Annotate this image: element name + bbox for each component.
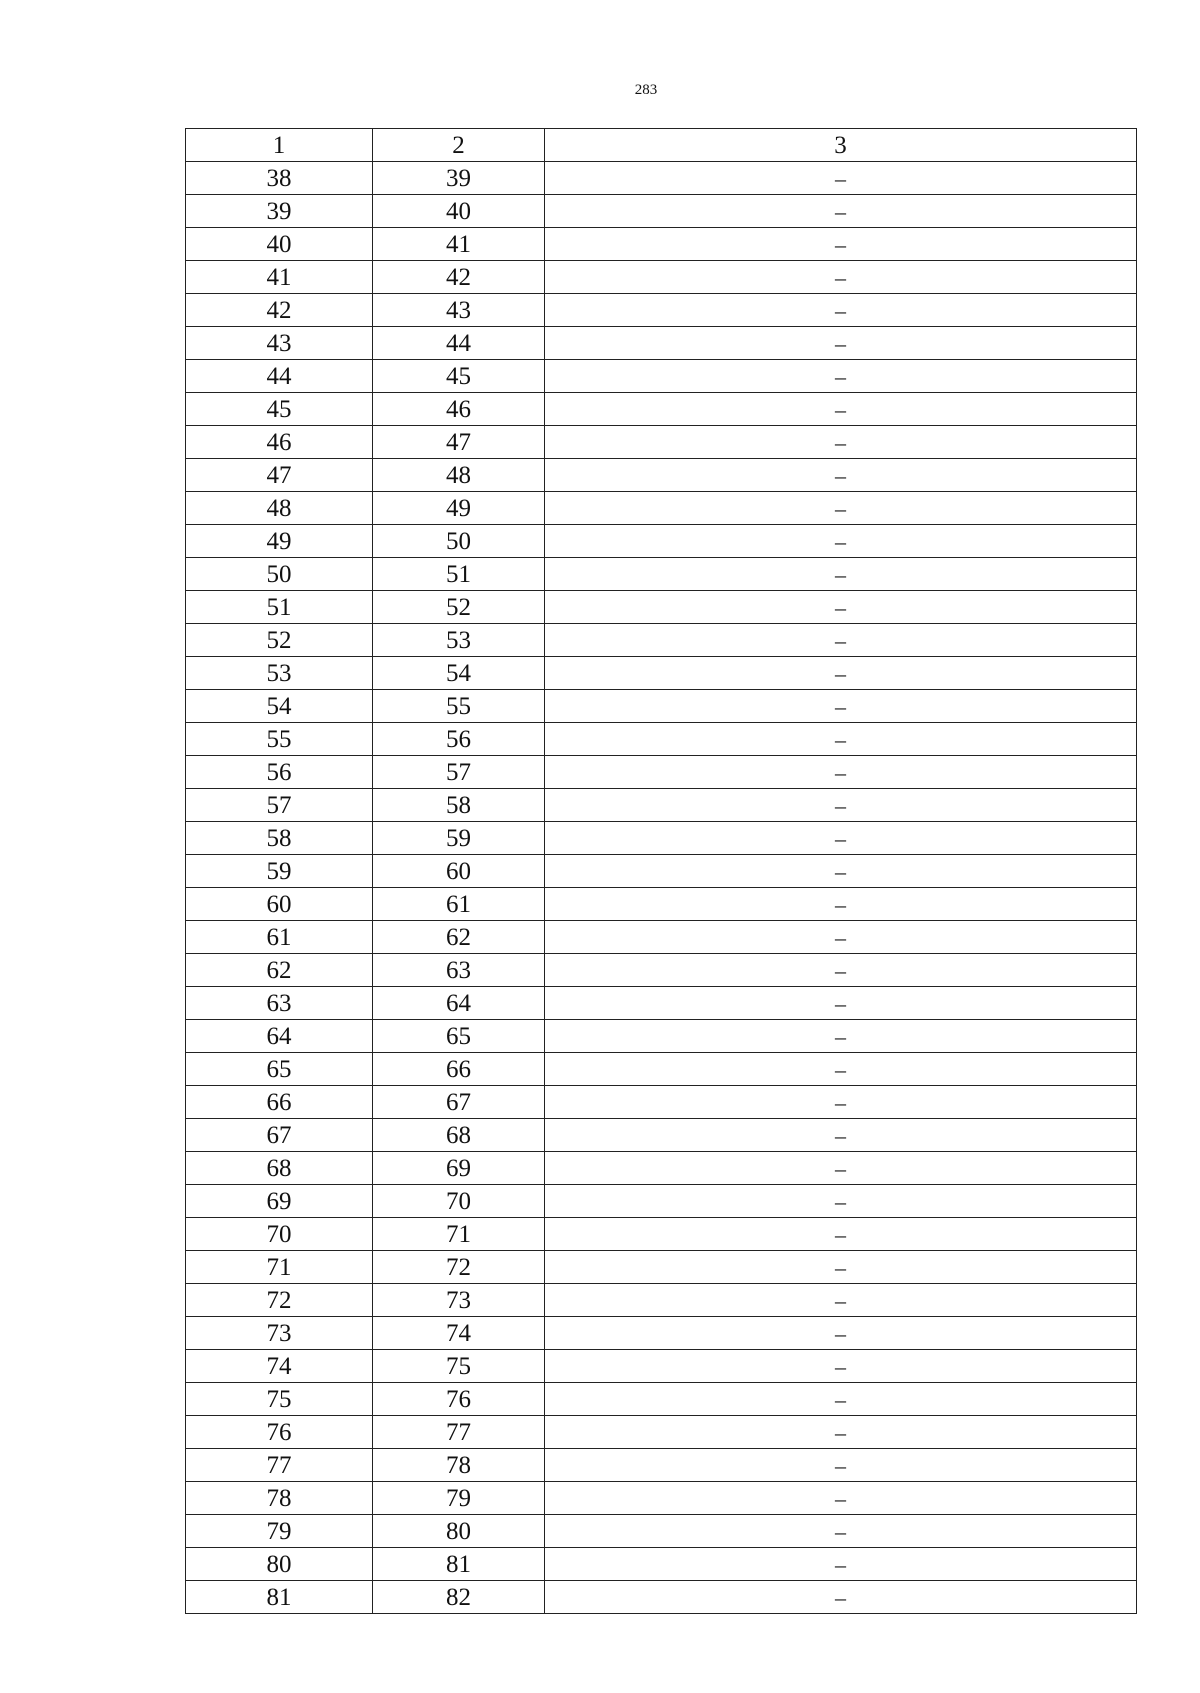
table-cell-col-1: 70 xyxy=(186,1218,373,1251)
table-row xyxy=(186,921,1137,954)
table-cell-col-2: 61 xyxy=(373,888,545,921)
table-cell-col-3: – xyxy=(545,822,1137,855)
table-cell-col-2: 58 xyxy=(373,789,545,822)
table-cell-col-3: – xyxy=(545,1449,1137,1482)
table-cell-col-2: 81 xyxy=(373,1548,545,1581)
table-cell-col-1: 59 xyxy=(186,855,373,888)
table-cell-col-3: – xyxy=(545,459,1137,492)
table-row xyxy=(186,1020,1137,1053)
table-cell-col-2: 72 xyxy=(373,1251,545,1284)
table-cell-col-2: 75 xyxy=(373,1350,545,1383)
table-cell-col-3: – xyxy=(545,888,1137,921)
table-row xyxy=(186,1284,1137,1317)
table-cell-col-2: 55 xyxy=(373,690,545,723)
table-cell-col-3: – xyxy=(545,360,1137,393)
column-header-3: 3 xyxy=(545,129,1137,162)
table-cell-col-1: 38 xyxy=(186,162,373,195)
table-cell-col-3: – xyxy=(545,921,1137,954)
column-header-1: 1 xyxy=(186,129,373,162)
table-row xyxy=(186,327,1137,360)
table-row xyxy=(186,1350,1137,1383)
table-cell-col-1: 67 xyxy=(186,1119,373,1152)
table-cell-col-3: – xyxy=(545,756,1137,789)
table-row xyxy=(186,195,1137,228)
table-cell-col-2: 54 xyxy=(373,657,545,690)
table-cell-col-1: 50 xyxy=(186,558,373,591)
table-row xyxy=(186,1581,1137,1614)
table-row xyxy=(186,1548,1137,1581)
table-cell-col-2: 56 xyxy=(373,723,545,756)
table-row xyxy=(186,1119,1137,1152)
table-cell-col-1: 57 xyxy=(186,789,373,822)
table-row xyxy=(186,360,1137,393)
table-cell-col-3: – xyxy=(545,954,1137,987)
table-body xyxy=(186,129,1137,1614)
table-row xyxy=(186,1383,1137,1416)
table-cell-col-2: 73 xyxy=(373,1284,545,1317)
table-cell-col-1: 48 xyxy=(186,492,373,525)
table-cell-col-1: 41 xyxy=(186,261,373,294)
table-cell-col-3: – xyxy=(545,492,1137,525)
table-cell-col-3: – xyxy=(545,657,1137,690)
table-cell-col-2: 70 xyxy=(373,1185,545,1218)
table-cell-col-2: 63 xyxy=(373,954,545,987)
table-row xyxy=(186,1317,1137,1350)
table-row xyxy=(186,756,1137,789)
table-cell-col-1: 39 xyxy=(186,195,373,228)
table-row xyxy=(186,624,1137,657)
table-row xyxy=(186,1086,1137,1119)
table-cell-col-2: 57 xyxy=(373,756,545,789)
table-cell-col-1: 71 xyxy=(186,1251,373,1284)
table-cell-col-1: 46 xyxy=(186,426,373,459)
table-cell-col-3: – xyxy=(545,327,1137,360)
table-cell-col-2: 78 xyxy=(373,1449,545,1482)
table-cell-col-1: 74 xyxy=(186,1350,373,1383)
table-cell-col-1: 68 xyxy=(186,1152,373,1185)
column-header-2: 2 xyxy=(373,129,545,162)
table-cell-col-2: 65 xyxy=(373,1020,545,1053)
table-row xyxy=(186,459,1137,492)
table-cell-col-1: 77 xyxy=(186,1449,373,1482)
table-cell-col-3: – xyxy=(545,393,1137,426)
table-cell-col-2: 69 xyxy=(373,1152,545,1185)
table-cell-col-2: 68 xyxy=(373,1119,545,1152)
table-row xyxy=(186,294,1137,327)
table-cell-col-3: – xyxy=(545,987,1137,1020)
table-cell-col-1: 81 xyxy=(186,1581,373,1614)
table-row xyxy=(186,591,1137,624)
table-cell-col-3: – xyxy=(545,1284,1137,1317)
table-row xyxy=(186,1053,1137,1086)
table-cell-col-1: 49 xyxy=(186,525,373,558)
table-cell-col-3: – xyxy=(545,1020,1137,1053)
table-cell-col-2: 47 xyxy=(373,426,545,459)
table-cell-col-1: 53 xyxy=(186,657,373,690)
table-cell-col-1: 45 xyxy=(186,393,373,426)
table-row xyxy=(186,525,1137,558)
table-cell-col-1: 54 xyxy=(186,690,373,723)
table-cell-col-3: – xyxy=(545,162,1137,195)
table-cell-col-2: 64 xyxy=(373,987,545,1020)
table-cell-col-3: – xyxy=(545,426,1137,459)
table-cell-col-3: – xyxy=(545,1185,1137,1218)
table-cell-col-3: – xyxy=(545,1581,1137,1614)
table-cell-col-1: 44 xyxy=(186,360,373,393)
table-row xyxy=(186,492,1137,525)
table-cell-col-3: – xyxy=(545,1086,1137,1119)
table-row xyxy=(186,426,1137,459)
table-row xyxy=(186,789,1137,822)
table-cell-col-1: 73 xyxy=(186,1317,373,1350)
table-cell-col-3: – xyxy=(545,723,1137,756)
table-cell-col-2: 67 xyxy=(373,1086,545,1119)
table-cell-col-3: – xyxy=(545,1317,1137,1350)
table-cell-col-3: – xyxy=(545,294,1137,327)
table-cell-col-1: 76 xyxy=(186,1416,373,1449)
table-cell-col-1: 55 xyxy=(186,723,373,756)
table-row xyxy=(186,1185,1137,1218)
table-cell-col-1: 40 xyxy=(186,228,373,261)
table-cell-col-2: 49 xyxy=(373,492,545,525)
table-cell-col-2: 60 xyxy=(373,855,545,888)
table-row xyxy=(186,1152,1137,1185)
table-cell-col-3: – xyxy=(545,1515,1137,1548)
table-cell-col-1: 63 xyxy=(186,987,373,1020)
table-cell-col-3: – xyxy=(545,855,1137,888)
table-row xyxy=(186,393,1137,426)
table-cell-col-2: 66 xyxy=(373,1053,545,1086)
table-row xyxy=(186,690,1137,723)
table-cell-col-3: – xyxy=(545,1152,1137,1185)
table-row xyxy=(186,558,1137,591)
table-cell-col-2: 40 xyxy=(373,195,545,228)
table-cell-col-3: – xyxy=(545,558,1137,591)
table-row xyxy=(186,1218,1137,1251)
table-cell-col-2: 76 xyxy=(373,1383,545,1416)
table-cell-col-3: – xyxy=(545,1119,1137,1152)
table-row xyxy=(186,1482,1137,1515)
table-cell-col-3: – xyxy=(545,228,1137,261)
table-cell-col-2: 42 xyxy=(373,261,545,294)
table-cell-col-1: 79 xyxy=(186,1515,373,1548)
table-cell-col-2: 44 xyxy=(373,327,545,360)
table-cell-col-3: – xyxy=(545,1251,1137,1284)
table-cell-col-1: 61 xyxy=(186,921,373,954)
table-cell-col-1: 66 xyxy=(186,1086,373,1119)
table-cell-col-3: – xyxy=(545,261,1137,294)
table-cell-col-1: 72 xyxy=(186,1284,373,1317)
table-cell-col-1: 43 xyxy=(186,327,373,360)
table-cell-col-2: 39 xyxy=(373,162,545,195)
table-row xyxy=(186,723,1137,756)
table-row xyxy=(186,162,1137,195)
table-cell-col-2: 45 xyxy=(373,360,545,393)
table-cell-col-3: – xyxy=(545,1350,1137,1383)
table-cell-col-3: – xyxy=(545,525,1137,558)
table-row xyxy=(186,987,1137,1020)
table-cell-col-3: – xyxy=(545,195,1137,228)
data-table xyxy=(185,128,1137,1614)
data-table-container xyxy=(185,128,1137,1614)
table-cell-col-1: 80 xyxy=(186,1548,373,1581)
table-cell-col-1: 56 xyxy=(186,756,373,789)
table-row xyxy=(186,657,1137,690)
table-cell-col-3: – xyxy=(545,591,1137,624)
table-row xyxy=(186,1251,1137,1284)
table-cell-col-2: 74 xyxy=(373,1317,545,1350)
table-cell-col-1: 51 xyxy=(186,591,373,624)
table-cell-col-2: 82 xyxy=(373,1581,545,1614)
table-cell-col-1: 78 xyxy=(186,1482,373,1515)
table-cell-col-3: – xyxy=(545,1548,1137,1581)
table-cell-col-2: 80 xyxy=(373,1515,545,1548)
page-number: 283 xyxy=(634,82,658,98)
table-cell-col-3: – xyxy=(545,1218,1137,1251)
table-cell-col-2: 79 xyxy=(373,1482,545,1515)
table-cell-col-1: 69 xyxy=(186,1185,373,1218)
table-cell-col-1: 42 xyxy=(186,294,373,327)
table-cell-col-2: 52 xyxy=(373,591,545,624)
table-cell-col-2: 77 xyxy=(373,1416,545,1449)
table-cell-col-2: 53 xyxy=(373,624,545,657)
table-row xyxy=(186,1416,1137,1449)
table-cell-col-1: 58 xyxy=(186,822,373,855)
table-cell-col-3: – xyxy=(545,1053,1137,1086)
table-cell-col-1: 75 xyxy=(186,1383,373,1416)
table-cell-col-2: 71 xyxy=(373,1218,545,1251)
table-row xyxy=(186,228,1137,261)
table-cell-col-2: 50 xyxy=(373,525,545,558)
table-cell-col-2: 51 xyxy=(373,558,545,591)
table-row xyxy=(186,1515,1137,1548)
table-cell-col-3: – xyxy=(545,1383,1137,1416)
table-cell-col-2: 46 xyxy=(373,393,545,426)
table-row xyxy=(186,954,1137,987)
table-row xyxy=(186,1449,1137,1482)
table-cell-col-1: 64 xyxy=(186,1020,373,1053)
table-cell-col-3: – xyxy=(545,1416,1137,1449)
table-cell-col-1: 62 xyxy=(186,954,373,987)
table-row xyxy=(186,855,1137,888)
table-cell-col-1: 52 xyxy=(186,624,373,657)
table-cell-col-1: 47 xyxy=(186,459,373,492)
table-cell-col-2: 41 xyxy=(373,228,545,261)
table-cell-col-2: 48 xyxy=(373,459,545,492)
table-row xyxy=(186,822,1137,855)
table-cell-col-3: – xyxy=(545,789,1137,822)
table-cell-col-3: – xyxy=(545,690,1137,723)
table-cell-col-1: 65 xyxy=(186,1053,373,1086)
table-header-row xyxy=(186,129,1137,162)
table-cell-col-3: – xyxy=(545,624,1137,657)
table-row xyxy=(186,261,1137,294)
table-cell-col-2: 59 xyxy=(373,822,545,855)
table-cell-col-2: 43 xyxy=(373,294,545,327)
table-cell-col-2: 62 xyxy=(373,921,545,954)
table-cell-col-3: – xyxy=(545,1482,1137,1515)
table-cell-col-1: 60 xyxy=(186,888,373,921)
table-row xyxy=(186,888,1137,921)
